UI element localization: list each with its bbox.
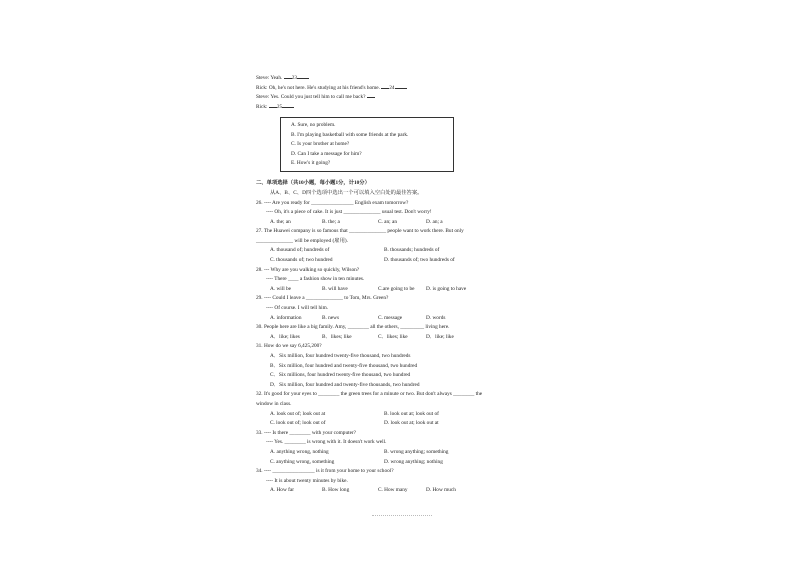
answer-option[interactable]: D. words (426, 314, 446, 321)
answer-option[interactable]: A. look out of; look out at (270, 410, 326, 417)
dialogue-line (256, 82, 556, 92)
answer-option[interactable]: A. thousand of; hundreds of (270, 247, 330, 254)
blank-number: 25 (276, 103, 283, 110)
option-item: B. I'm playing basketball with some friends at the park. (291, 131, 409, 138)
question-line (256, 237, 556, 247)
question-line (256, 477, 556, 487)
question-stem (256, 266, 556, 276)
answer-blank[interactable] (282, 101, 294, 108)
speaker-name: Rick: (256, 103, 268, 110)
option-item: D. Can I take a message for him? (291, 150, 362, 157)
question-text: It's good for your eyes to ________ the green trees for a minute or two. But don't always ________ the (263, 391, 483, 398)
question-text: ---- There ____ a fashion show in ten minutes. (266, 276, 365, 283)
speaker-name: Rick: (256, 84, 268, 91)
question-text: ---- It is about twenty minutes by bike. (266, 477, 348, 484)
answer-option[interactable]: B. news (322, 314, 340, 321)
question-text: The Huawei company is so famous that ______________ people want to work there. But only (263, 228, 464, 235)
question-number: 34. (256, 468, 263, 475)
question-text: ---- ________________ is it from your home to your school? (263, 468, 394, 475)
answer-option[interactable]: A. will be (270, 285, 292, 292)
question-text: ---- Oh, it's a piece of cake. It is just ______________ usual test. Don't worry! (266, 209, 432, 216)
answer-blank[interactable] (395, 82, 407, 89)
option-item: A. Sure, no problem. (291, 122, 336, 129)
answer-option[interactable]: A. How far (270, 487, 294, 494)
answer-option[interactable]: D. wrong anything; nothing (384, 458, 443, 465)
question-text: ______________ will be employed (雇用). (256, 237, 348, 244)
question-line (256, 438, 556, 448)
answer-option[interactable]: C. thousands of; two hundred (270, 257, 333, 264)
dialogue-line (256, 91, 556, 101)
question-stem (256, 342, 556, 352)
answer-option[interactable]: D. is going to have (426, 285, 467, 292)
answer-options-row (256, 448, 556, 458)
options-box (280, 117, 454, 172)
answer-option[interactable]: D．Six million, four hundred and twenty-five thousands, two hundred (270, 381, 420, 388)
answer-blank[interactable] (367, 91, 375, 98)
answer-blank[interactable] (269, 101, 277, 108)
question-text: ---- Is there ________ with your computer? (263, 429, 357, 436)
answer-option[interactable]: B. thousands; hundreds of (384, 247, 440, 254)
question-number: 32. (256, 391, 263, 398)
answer-options-row (256, 410, 556, 420)
answer-options-row (256, 314, 556, 324)
exam-document (256, 72, 556, 496)
question-stem (256, 323, 556, 333)
question-stem (256, 429, 556, 439)
answer-blank[interactable] (284, 72, 292, 79)
answer-options-row (256, 246, 556, 256)
answer-option[interactable]: C．likes; like (378, 333, 408, 340)
dialogue-text: Yeah. (270, 75, 283, 81)
question-text: ---- Of course. I will tell him. (266, 305, 329, 312)
question-line (256, 304, 556, 314)
option-item: C. Is your brother at home? (291, 141, 350, 148)
blank-number: 23 (291, 75, 297, 81)
answer-option[interactable]: B. wrong anything; something (384, 448, 449, 455)
answer-option[interactable]: A. anything wrong, nothing (270, 448, 329, 455)
question-number: 27. (256, 228, 263, 235)
question-text: ---- Yes. ________ is wrong with it. It doesn't work well. (266, 439, 387, 446)
blank-number: 24 (389, 84, 395, 91)
question-number: 28. (256, 266, 263, 273)
answer-options-row (256, 486, 556, 496)
answer-option[interactable]: B．likes; like (322, 333, 352, 340)
option-item: E. How's it going? (291, 159, 331, 166)
speaker-name: Steve: (256, 75, 270, 81)
answer-option[interactable]: D. an; a (426, 218, 443, 225)
answer-option[interactable]: C. anything wrong, something (270, 458, 335, 465)
question-line (256, 275, 556, 285)
question-number: 26. (256, 199, 263, 206)
answer-option[interactable]: D. How much (426, 487, 456, 494)
answer-options-row (256, 256, 556, 266)
answer-option[interactable]: B．Six million, four hundred and twenty-five thousand, two hundred (270, 362, 418, 369)
answer-options-row (256, 458, 556, 468)
answer-options-row (256, 218, 556, 228)
dialogue-line (256, 72, 556, 82)
question-stem (256, 294, 556, 304)
dialogue-line (256, 101, 556, 111)
section-title: 二、单项选择（共10小题，每小题1分，计10分） (256, 180, 370, 187)
answer-option[interactable]: D．like; like (426, 333, 454, 340)
question-number: 31. (256, 343, 263, 350)
question-stem (256, 467, 556, 477)
question-text: How do we say 6,425,200? (263, 343, 322, 350)
question-number: 29. (256, 295, 263, 302)
answer-option[interactable]: D. look out at; look out at (384, 420, 439, 427)
answer-option[interactable]: B. look out at; look out of (384, 410, 439, 417)
answer-option[interactable]: B. will have (322, 285, 348, 292)
answer-blank[interactable] (297, 72, 309, 79)
question-stem (256, 390, 556, 400)
answer-option[interactable]: A. the; an (270, 218, 291, 225)
question-line (256, 208, 556, 218)
question-line (256, 400, 556, 410)
answer-option[interactable]: C.are going to be (378, 285, 415, 292)
answer-option[interactable]: B. How long (322, 487, 350, 494)
answer-option[interactable]: C. How many (378, 487, 408, 494)
speaker-name: Steve: (256, 94, 270, 101)
answer-options-row (256, 285, 556, 295)
answer-option[interactable]: A. information (270, 314, 302, 321)
dialogue-text: Yes. Could you just tell him to call me back? (270, 94, 366, 101)
answer-option[interactable]: A．like; likes (270, 333, 300, 340)
question-text: window in class. (256, 400, 292, 407)
dialogue-text: Oh, he's not here. He's studying at his friend's home. (268, 84, 380, 91)
question-text: ---- Could I leave a ______________ to Tom, Mrs. Green? (263, 295, 389, 302)
question-stem (256, 199, 556, 209)
question-number: 30. (256, 324, 263, 331)
answer-options-row (256, 419, 556, 429)
question-text: ---- Are you ready for ________________ English exam tomorrow? (263, 199, 409, 206)
question-text: People here are like a big family. Amy, ________ all the others, _________ living here. (263, 324, 450, 331)
page-footer-mark (372, 515, 432, 518)
question-text: --- Why are you walking so quickly, Wilson? (263, 266, 360, 273)
question-stem (256, 227, 556, 237)
answer-option[interactable]: C．Six millions, four hundred twenty-five thousand, two hundred (270, 372, 411, 379)
answer-option[interactable]: D. thousands of; two hundreds of (384, 257, 455, 264)
answer-options-row (256, 333, 556, 343)
answer-option[interactable]: C. message (378, 314, 403, 321)
section-instruction: 从A、B、C、D四个选项中选出一个可以填入空白处的最佳答案。 (270, 189, 423, 196)
answer-option[interactable]: C. an; an (378, 218, 397, 225)
answer-option[interactable]: A．Six million, four hundred twenty-five thousand, two hundreds (270, 353, 411, 360)
answer-option[interactable]: C. look out of; look out of (270, 420, 326, 427)
question-number: 33. (256, 429, 263, 436)
answer-option[interactable]: B. the; a (322, 218, 340, 225)
